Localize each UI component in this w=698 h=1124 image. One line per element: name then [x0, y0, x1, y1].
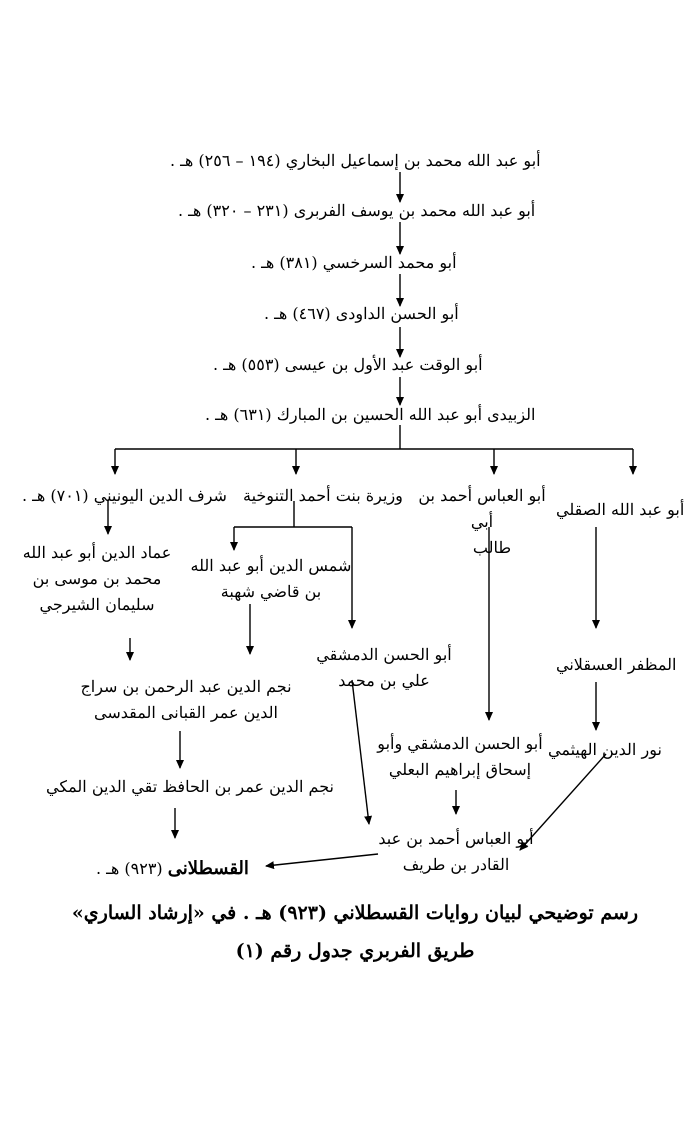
node-zubaydi: الزبيدى أبو عبد الله الحسين بن المبارك (٦٣١) هـ .	[205, 405, 536, 424]
node-imad	[14, 540, 180, 618]
caption-subtitle: طريق الفربري جدول رقم (١)	[235, 940, 475, 962]
qastallani-name: القسطلانى	[167, 858, 249, 879]
node-waziira: وزيرة بنت أحمد التنوخية	[243, 486, 403, 505]
node-qastallani	[96, 856, 249, 882]
shams-line2: بن قاضي شهبة	[220, 582, 322, 601]
arrow-abulhasan-ibntarif	[352, 680, 369, 824]
node-shams	[188, 553, 354, 605]
qastallani-date: (٩٢٣) هـ .	[96, 859, 163, 878]
najm1-line1: نجم الدين عبد الرحمن بن سراج	[80, 677, 292, 696]
imad-line2: محمد بن موسى بن	[32, 569, 162, 588]
dimashqi-baali-line1: أبو الحسن الدمشقي وأبو	[377, 734, 543, 753]
arrow-ibntarif-qastallani	[266, 854, 378, 866]
abu-abbas-line2: طالب	[472, 538, 512, 557]
imad-line1: عماد الدين أبو عبد الله	[22, 543, 172, 562]
node-bukhari: أبو عبد الله محمد بن إسماعيل البخاري (١٩٤ – ٢٥٦) هـ .	[170, 151, 541, 170]
node-firabri: أبو عبد الله محمد بن يوسف الفربرى (٢٣١ – ٣٢٠) هـ .	[178, 201, 536, 220]
node-abul-hasan-dimashqi	[310, 642, 458, 694]
node-dawudi: أبو الحسن الداودى (٤٦٧) هـ .	[264, 304, 459, 323]
abul-hasan-line2: علي بن محمد	[338, 671, 430, 690]
node-najm2: نجم الدين عمر بن الحافظ تقي الدين المكي	[46, 777, 334, 796]
dimashqi-baali-line2: إسحاق إبراهيم البعلي	[388, 760, 532, 779]
caption-title: رسم توضيحي لبيان روايات القسطلاني (٩٢٣) هـ . في «إرشاد الساري»	[71, 902, 639, 924]
node-sarakhsi: أبو محمد السرخسي (٣٨١) هـ .	[251, 253, 457, 272]
node-najm1	[62, 674, 310, 726]
node-yunini: شرف الدين اليونيني (٧٠١) هـ .	[22, 486, 227, 505]
node-abu-waqt: أبو الوقت عبد الأول بن عيسى (٥٥٣) هـ .	[213, 355, 483, 374]
ibn-tarif-line1: أبو العباس أحمد بن عبد	[378, 829, 534, 848]
najm1-line2: الدين عمر القبانى المقدسى	[94, 703, 278, 722]
shams-line1: شمس الدين أبو عبد الله	[190, 556, 352, 575]
node-haythami: نور الدين الهيثمي	[548, 740, 662, 759]
abul-hasan-line1: أبو الحسن الدمشقي	[316, 645, 452, 664]
node-siqilli: أبو عبد الله الصقلي	[556, 500, 685, 519]
imad-line3: سليمان الشيرجي	[39, 595, 155, 614]
node-abu-abbas	[412, 483, 552, 561]
abu-abbas-line1: أبو العباس أحمد بن أبي	[418, 486, 546, 531]
node-ibn-tarif	[372, 826, 540, 878]
node-muzaffar: المظفر العسقلاني	[556, 655, 677, 674]
node-dimashqi-baali	[370, 731, 550, 783]
ibn-tarif-line2: القادر بن طريف	[402, 855, 510, 874]
